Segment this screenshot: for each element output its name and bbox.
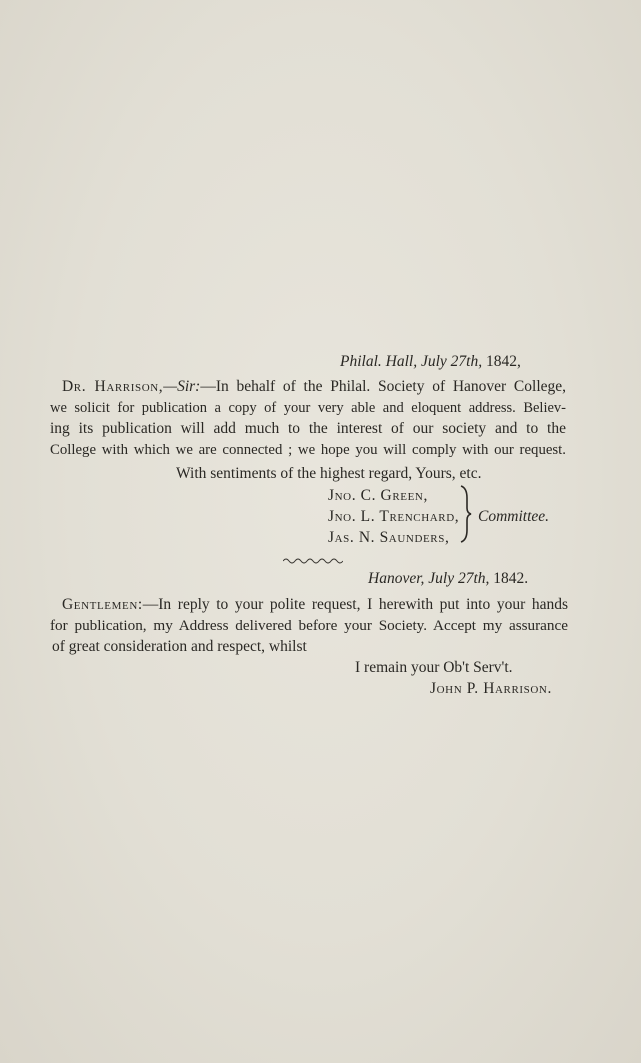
reply-salutation: Gentlemen: <box>62 596 143 613</box>
request-line-2: we solicit for publication a copy of your very able and eloquent address. Believ- <box>50 400 566 416</box>
request-line-4: College with which we are connected ; we hope you will comply with our request. <box>50 442 566 458</box>
reply-dateline-date: July 27th, <box>428 570 490 587</box>
request-line-3: ing its publication will add much to the interest of our society and to the <box>50 420 566 437</box>
signatory-2: Jno. L. Trenchard, <box>328 508 460 525</box>
request-line-1-text: —In behalf of the Philal. Society of Hanover College, <box>200 378 567 395</box>
wavy-divider <box>283 557 343 565</box>
reply-line-1-text: —In reply to your polite request, I herewith put into your hands <box>142 596 568 613</box>
curly-brace-icon <box>458 484 472 544</box>
request-dateline-year: 1842, <box>485 353 521 370</box>
request-line-1 <box>62 377 566 397</box>
reply-signature: John P. Harrison. <box>430 680 552 697</box>
request-salutation-name: Dr. Harrison, <box>62 378 164 395</box>
reply-line-4: I remain your Ob't Serv't. <box>355 659 513 676</box>
signatory-1: Jno. C. Green, <box>328 487 428 504</box>
signatory-3: Jas. N. Saunders, <box>328 529 450 546</box>
request-dateline-date: July 27th, <box>420 353 483 370</box>
reply-dateline-place: Hanover, <box>368 570 425 587</box>
reply-line-1 <box>62 595 568 615</box>
request-closing: With sentiments of the highest regard, Yours, etc. <box>176 465 482 482</box>
reply-dateline-year: 1842. <box>493 570 529 587</box>
committee-label: Committee. <box>478 508 550 525</box>
reply-line-2: for publication, my Address delivered before your Society. Accept my assurance <box>50 617 568 634</box>
request-dateline <box>340 352 521 372</box>
reply-line-3: of great consideration and respect, whilst <box>52 638 307 655</box>
request-salutation-sir: —Sir: <box>163 378 201 395</box>
reply-dateline <box>368 569 528 589</box>
request-dateline-place: Philal. Hall, <box>340 353 418 370</box>
